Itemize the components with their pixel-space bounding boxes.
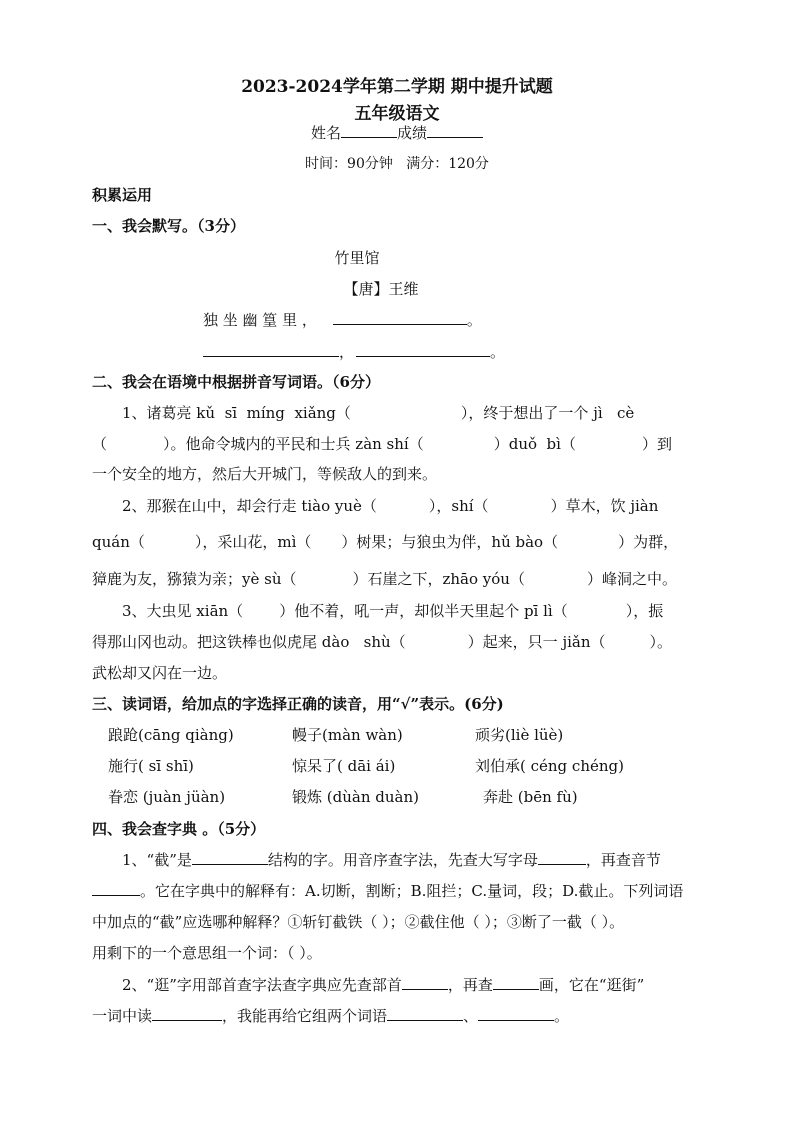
q4-p1-line4: 用剩下的一个意思组一个词：（ ）。	[92, 944, 322, 962]
poem-blank-3[interactable]	[356, 342, 490, 357]
q3-word: 惊呆了( dāi ái)	[292, 757, 396, 775]
q4-blank[interactable]	[152, 1006, 222, 1021]
q4-blank[interactable]	[387, 1006, 463, 1021]
q4-text: 1、“截”是	[122, 851, 192, 869]
q2-text: quán（	[92, 533, 145, 551]
q2-text: ）到	[641, 435, 672, 453]
poem-line-1-start: 独 坐 幽 篁 里 ，	[203, 311, 317, 329]
q4-p1-line1	[122, 849, 661, 870]
q3-word: 眷恋 (juàn jüàn)	[108, 788, 226, 806]
q4-heading: 四、我会查字典 。（5分）	[92, 820, 266, 838]
section-label: 积累运用	[92, 186, 153, 204]
q3-word: 幔子(màn wàn)	[292, 726, 403, 744]
q2-text: ）石崖之下，zhāo yóu（	[352, 570, 525, 588]
q4-text: ，我能再给它组两个词语	[222, 1007, 388, 1025]
q2-heading: 二、我会在语境中根据拼音写词语。（6分）	[92, 373, 380, 391]
poem-blank-2[interactable]	[203, 342, 339, 357]
q3-word: 刘伯承( céng chéng)	[475, 757, 624, 775]
exam-title: 2023-2024学年第二学期 期中提升试题	[241, 77, 553, 97]
q2-text: ）树果；与狼虫为伴，hǔ bào（	[341, 533, 559, 551]
q4-text: 一词中读	[92, 1007, 153, 1025]
q2-text: 2、那猴在山中，却会行走 tiào yuè（	[122, 497, 377, 515]
q2-text: （	[92, 435, 108, 453]
q2-text: ）草木，饮 jiàn	[550, 497, 659, 515]
q2-text: ）他不着，吼一声，却似半天里起个 pī lì（	[279, 602, 568, 620]
name-label: 姓名	[310, 124, 341, 142]
q4-text: 。它在字典中的解释有：A.切断，割断；B.阻拦；C.量词，段；D.截止。下列词语	[140, 882, 684, 900]
name-score-line	[0, 122, 794, 143]
q2-s1-line1	[122, 402, 634, 423]
score-blank[interactable]	[427, 123, 483, 138]
exam-subtitle: 五年级语文	[354, 104, 440, 124]
q4-text: 。	[554, 1007, 570, 1025]
q2-s1-line3: 一个安全的地方，然后大开城门，等候敌人的到来。	[92, 465, 438, 483]
q4-text: 、	[463, 1007, 479, 1025]
period: 。	[490, 343, 506, 361]
q4-blank[interactable]	[538, 850, 586, 865]
q2-s3-line1	[122, 600, 663, 621]
q2-s2-line2	[92, 531, 678, 552]
q4-text: 结构的字。用音序查字法，先查大写字母	[267, 851, 538, 869]
q2-text: 得那山冈也动。把这铁棒也似虎尾 dào shù（	[92, 633, 406, 651]
q3-word: 锻炼 (dùàn duàn)	[292, 788, 419, 806]
score-label: 成绩	[397, 124, 428, 142]
name-blank[interactable]	[341, 123, 397, 138]
q3-word: 施行( sī shī)	[108, 757, 194, 775]
q2-text: ）峰洞之中。	[586, 570, 677, 588]
q3-heading: 三、读词语，给加点的字选择正确的读音，用“√”表示。(6分)	[92, 695, 504, 713]
poem-line-1	[203, 309, 482, 330]
q2-text: ）为群，	[618, 533, 679, 551]
q3-word: 踉跄(cāng qiàng)	[108, 726, 234, 744]
period: 。	[466, 311, 482, 329]
q4-text: 2、“逛”字用部首查字法查字典应先查部首	[122, 976, 402, 994]
q4-p2-line2	[92, 1005, 569, 1026]
q4-blank[interactable]	[402, 975, 448, 990]
q2-s2-line3	[92, 568, 677, 589]
q2-s2-line1	[122, 495, 658, 516]
time-info: 时间：90分钟 满分：120分	[305, 156, 489, 172]
q2-text: 3、大虫见 xiān（	[122, 602, 244, 620]
q2-text: ）duǒ bì（	[493, 435, 576, 453]
poem-author: 【唐】王维	[343, 280, 419, 298]
q4-text: 画，它在“逛街”	[538, 976, 645, 994]
q2-s3-line3: 武松却又闪在一边。	[92, 664, 228, 682]
q2-text: 獐鹿为友，猕猿为亲；yè sù（	[92, 570, 297, 588]
poem-line-2	[203, 341, 505, 362]
q4-text: ，再查	[447, 976, 493, 994]
poem-blank-1[interactable]	[333, 310, 467, 325]
q2-text: ），振	[625, 602, 664, 620]
q1-heading: 一、我会默写。（3分）	[92, 217, 245, 235]
q4-text: ，再查音节	[585, 851, 661, 869]
q4-p1-line2	[92, 880, 683, 901]
comma: ，	[339, 343, 355, 361]
q2-s1-line2	[92, 433, 672, 454]
q4-blank[interactable]	[92, 881, 140, 896]
q4-blank[interactable]	[493, 975, 539, 990]
q2-text: ），shí（	[428, 497, 489, 515]
q4-p1-line3: 中加点的“截”应选哪种解释？①斩钉截铁（ ）；②截住他（ ）；③断了一截（ ）。	[92, 913, 625, 931]
q4-p2-line1	[122, 974, 644, 995]
poem-title: 竹里馆	[334, 249, 380, 267]
q2-s3-line2	[92, 631, 672, 652]
q2-text: ），终于想出了一个 jì cè	[460, 404, 635, 422]
q2-text: 1、诸葛亮 kǔ sī míng xiǎng（	[122, 404, 351, 422]
q4-blank[interactable]	[192, 850, 268, 865]
q3-word: 奔赴 (bēn fù)	[483, 788, 578, 806]
q3-word: 顽劣(liè lüè)	[475, 726, 564, 744]
q2-text: ）。他命令城内的平民和士兵 zàn shí（	[163, 435, 424, 453]
q4-blank[interactable]	[478, 1006, 554, 1021]
q2-text: ）起来，只一 jiǎn（	[467, 633, 606, 651]
q2-text: ）。	[649, 633, 673, 651]
q2-text: ），采山花，mì（	[194, 533, 312, 551]
